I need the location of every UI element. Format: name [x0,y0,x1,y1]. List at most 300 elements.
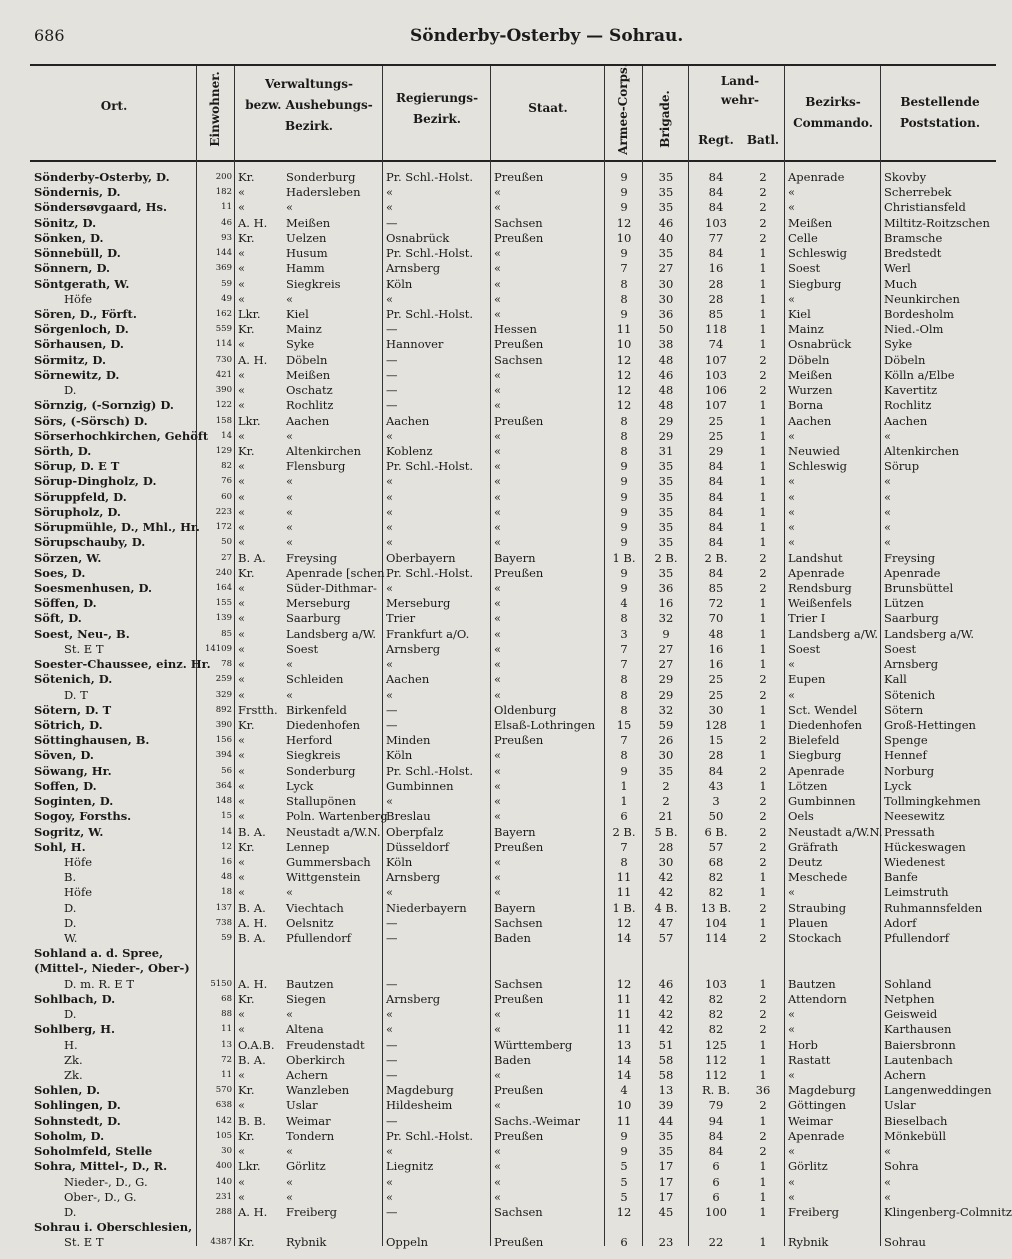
army-corps-cell: 9 [620,763,628,778]
place-name-cell: (Mittel-, Nieder-, Ober-) [34,961,190,976]
state-cell: « [494,1159,502,1174]
district-command-cell: Horb [788,1037,818,1052]
district-cell: Döbeln [286,352,328,367]
district-cell: « [286,535,294,550]
brigade-cell: 29 [658,687,674,702]
army-corps-cell: 8 [620,611,628,626]
place-name-cell: Söndernis, D. [34,185,121,200]
table-row [0,977,1000,992]
place-name-cell: Zk. [64,1068,83,1082]
state-cell: « [494,504,502,519]
brigade-cell: 4 B. [654,900,678,915]
post-station-cell: Uslar [884,1098,916,1113]
army-corps-cell: 1 B. [612,550,636,565]
district-cell: Oelsnitz [286,915,334,930]
regiment-cell: 84 [708,246,724,261]
government-district-cell: Frankfurt a/O. [386,626,470,641]
district-command-cell: Oels [788,809,814,824]
state-cell: « [494,1007,502,1022]
district-command-cell: Weimar [788,1113,833,1128]
district-command-cell: Diedenhofen [788,717,863,732]
col-header-regt: Regt. [698,133,734,147]
regiment-cell: 3 [712,794,720,808]
place-name-cell: Sörs, (-Sörsch) D. [34,413,148,428]
col-header-ort: Ort. [100,99,128,113]
population-cell: 394 [215,750,232,761]
district-cell: « [286,1174,294,1189]
regiment-cell: 84 [708,1144,724,1159]
place-name-cell: Nieder-, D., G. [64,1174,148,1189]
district-command-cell: Trier I [788,611,826,626]
population-cell: 142 [215,1115,232,1126]
post-station-cell: Rochlitz [884,398,932,413]
place-name-cell: Sörserhochkirchen, Gehöft [34,428,209,443]
brigade-cell: 16 [658,596,674,611]
population-cell: 570 [215,1085,232,1096]
battalion-cell: 1 [759,504,767,519]
army-corps-cell: 9 [620,580,628,595]
table-row [0,596,1000,611]
battalion-cell: 1 [759,976,767,991]
district-cell: Schleiden [286,672,344,687]
place-name-cell: Söttinghausen, B. [34,733,150,748]
population-cell: 390 [215,385,232,396]
place-name-cell: D. [64,900,77,915]
government-district-cell: — [386,1037,398,1052]
district-type-cell: Kr. [238,170,255,184]
army-corps-cell: 1 [620,794,628,808]
table-row [0,809,1000,824]
table-row [0,1114,1000,1129]
post-station-cell: Aachen [884,413,928,428]
regiment-cell: 16 [708,657,724,671]
state-cell: « [494,672,502,687]
army-corps-cell: 7 [620,261,628,276]
population-cell: 390 [215,719,232,730]
population-cell: 60 [221,491,232,502]
army-corps-cell: 12 [616,1205,632,1219]
district-command-cell: « [788,504,796,519]
army-corps-cell: 4 [620,1083,628,1098]
district-command-cell: Bautzen [788,976,836,991]
place-name-cell: Sönderby-Osterby, D. [34,170,170,184]
place-name-cell: Sörnewitz, D. [34,367,120,382]
district-type-cell: « [238,1174,246,1189]
government-district-cell: « [386,657,394,671]
page-number: 686 [34,26,65,45]
population-cell: 11 [221,1070,232,1080]
district-command-cell: Soest [788,261,821,276]
state-cell: Preußen [494,733,544,748]
regiment-cell: 82 [708,1007,724,1022]
government-district-cell: — [386,931,398,945]
district-type-cell: Kr. [238,1128,255,1143]
state-cell: Sachsen [494,976,543,991]
table-row [0,1098,1000,1113]
place-name-cell: D. [64,1007,77,1022]
army-corps-cell: 5 [620,1189,628,1204]
table-row [0,246,1000,261]
table-row [0,794,1000,809]
district-type-cell: « [238,428,246,443]
population-cell: 5150 [210,978,232,989]
district-type-cell: « [238,687,246,702]
table-row [0,216,1000,231]
district-command-cell: Apenrade [788,1128,845,1143]
col-header-brigade: Brigade. [658,90,672,148]
government-district-cell: « [386,1189,394,1204]
brigade-cell: 42 [658,1007,674,1022]
place-name-cell: D. m. R. E T [64,976,135,991]
regiment-cell: 84 [708,1128,724,1143]
state-cell: « [494,1068,502,1082]
table-row [0,1068,1000,1083]
district-command-cell: Neuwied [788,444,840,458]
district-cell: Flensburg [286,459,346,474]
army-corps-cell: 15 [616,717,632,732]
population-cell: 158 [215,415,232,426]
army-corps-cell: 2 B. [612,824,636,839]
district-type-cell: Frstth. [238,702,278,717]
brigade-cell: 21 [658,809,674,824]
regiment-cell: 85 [708,580,724,595]
district-command-cell: « [788,428,796,443]
population-cell: 139 [215,613,232,624]
brigade-cell: 30 [658,854,674,869]
battalion-cell: 1 [759,291,767,306]
army-corps-cell: 10 [616,230,632,245]
regiment-cell: 103 [705,215,727,230]
battalion-cell: 1 [759,474,767,489]
place-name-cell: Soesmenhusen, D. [34,580,153,595]
brigade-cell: 35 [658,489,674,504]
regiment-cell: 28 [708,748,724,763]
post-station-cell: Arnsberg [884,657,939,671]
top-rule [30,64,996,66]
state-cell: Elsaß-Lothringen [494,717,596,732]
army-corps-cell: 9 [620,200,628,215]
table-row [0,505,1000,520]
brigade-cell: 5 B. [654,824,678,839]
place-name-cell: Sörhausen, D. [34,337,124,352]
table-row [0,566,1000,581]
regiment-cell: 16 [708,641,724,656]
district-type-cell: « [238,1068,246,1082]
population-cell: 155 [215,598,232,609]
table-row [0,946,1000,961]
government-district-cell: Arnsberg [386,261,441,276]
government-district-cell: Oberpfalz [386,824,444,839]
place-name-cell: Sötrich, D. [34,717,103,732]
brigade-cell: 35 [658,459,674,474]
state-cell: Preußen [494,230,544,245]
district-cell: Kiel [286,307,309,321]
post-station-cell: Langenweddingen [884,1083,992,1098]
regiment-cell: 84 [708,535,724,550]
brigade-cell: 36 [658,580,674,595]
brigade-cell: 32 [658,702,674,717]
state-cell: « [494,520,502,535]
brigade-cell: 47 [658,915,674,930]
district-command-cell: « [788,1174,796,1189]
state-cell: « [494,444,502,458]
population-cell: 4387 [210,1237,232,1248]
regiment-cell: 103 [705,976,727,991]
district-cell: Tondern [286,1128,335,1143]
place-name-cell: Höfe [64,885,93,900]
army-corps-cell: 11 [616,1022,632,1037]
post-station-cell: Nied.-Olm [884,322,944,337]
district-cell: Altena [286,1022,324,1037]
brigade-cell: 59 [658,717,674,732]
table-row [0,1129,1000,1144]
district-type-cell: « [238,1144,246,1159]
army-corps-cell: 12 [616,367,632,382]
state-cell: « [494,794,502,808]
regiment-cell: 74 [708,337,724,352]
district-type-cell: Kr. [238,322,255,337]
table-row [0,642,1000,657]
population-cell: 88 [221,1009,232,1020]
population-cell: 559 [215,324,232,335]
government-district-cell: « [386,428,394,443]
state-cell: « [494,580,502,595]
district-type-cell: Kr. [238,991,255,1006]
table-row [0,1175,1000,1190]
regiment-cell: 72 [708,596,724,611]
army-corps-cell: 8 [620,672,628,687]
army-corps-cell: 14 [616,1068,632,1082]
government-district-cell: Niederbayern [386,900,467,915]
table-row [0,261,1000,276]
regiment-cell: 2 B. [704,550,728,565]
battalion-cell: 2 [759,839,767,854]
district-command-cell: Siegburg [788,276,842,291]
regiment-cell: 6 [712,1159,720,1174]
brigade-cell: 48 [658,352,674,367]
district-command-cell: Gräfrath [788,839,839,854]
district-cell: Altenkirchen [286,444,362,458]
district-cell: Siegkreis [286,748,341,763]
district-command-cell: Meißen [788,367,833,382]
army-corps-cell: 9 [620,520,628,535]
place-name-cell: Soester-Chaussee, einz. Hr. [34,657,211,671]
district-command-cell: « [788,200,796,215]
population-cell: 68 [221,993,232,1004]
population-cell: 49 [221,293,232,304]
district-cell: Süder-Dithmar- [286,580,377,595]
district-cell: « [286,520,294,535]
battalion-cell: 1 [759,520,767,535]
brigade-cell: 23 [658,1235,674,1250]
district-command-cell: « [788,474,796,489]
district-cell: Sonderburg [286,763,356,778]
government-district-cell: « [386,535,394,550]
government-district-cell: Köln [386,276,413,291]
table-row [0,611,1000,626]
army-corps-cell: 12 [616,352,632,367]
district-type-cell: « [238,672,246,687]
army-corps-cell: 7 [620,641,628,656]
district-command-cell: Straubing [788,900,847,915]
post-station-cell: Geisweid [884,1007,938,1022]
district-type-cell: « [238,398,246,413]
district-type-cell: Kr. [238,1083,255,1098]
district-type-cell: « [238,337,246,352]
district-command-cell: « [788,1144,796,1159]
district-command-cell: Lötzen [788,778,828,793]
district-cell: Sonderburg [286,170,356,184]
state-cell: « [494,291,502,306]
place-name-cell: D. T [64,687,88,702]
table-row [0,748,1000,763]
state-cell: « [494,535,502,550]
post-station-cell: Landsberg a/W. [884,626,975,641]
regiment-cell: 77 [708,230,724,245]
col-header-armee: Armee-Corps. [616,63,630,155]
district-cell: « [286,657,294,671]
state-cell: « [494,870,502,885]
place-name-cell: Söft, D. [34,611,82,626]
post-station-cell: Klingenberg-Colmnitz [884,1205,1012,1219]
district-command-cell: Stockach [788,931,842,945]
brigade-cell: 58 [658,1052,674,1067]
district-cell: Siegkreis [286,276,341,291]
table-row [0,764,1000,779]
army-corps-cell: 8 [620,413,628,428]
brigade-cell: 39 [658,1098,674,1113]
regiment-cell: 29 [708,444,724,458]
population-cell: 18 [221,887,232,898]
battalion-cell: 1 [759,778,767,793]
army-corps-cell: 5 [620,1159,628,1174]
brigade-cell: 26 [658,733,674,748]
place-name-cell: Sohlingen, D. [34,1098,121,1113]
col-header-post: Bestellende Poststation. [899,95,981,130]
district-cell: « [286,1007,294,1022]
place-name-cell: Sohra, Mittel-, D., R. [34,1159,168,1174]
government-district-cell: Aachen [386,413,430,428]
population-cell: 11 [221,202,232,213]
army-corps-cell: 10 [616,1098,632,1113]
army-corps-cell: 11 [616,885,632,900]
district-cell: Achern [286,1068,328,1082]
district-command-cell: Görlitz [788,1159,828,1174]
table-row [0,398,1000,413]
table-row [0,414,1000,429]
district-cell: « [286,504,294,519]
population-cell: 364 [215,780,232,791]
regiment-cell: 100 [705,1205,727,1219]
place-name-cell: Sönken, D. [34,230,104,245]
regiment-cell: 48 [708,626,724,641]
table-row [0,1159,1000,1174]
battalion-cell: 1 [759,398,767,413]
table-row [0,459,1000,474]
post-station-cell: Brunsbüttel [884,580,954,595]
district-cell: Uslar [286,1098,318,1113]
post-station-cell: Lyck [884,778,912,793]
district-command-cell: Weißenfels [788,596,852,611]
place-name-cell: Söndersøvgaard, Hs. [34,200,167,215]
battalion-cell: 1 [759,428,767,443]
place-name-cell: Sötern, D. T [34,702,112,717]
place-name-cell: Sohl, H. [34,839,86,854]
table-row [0,855,1000,870]
table-row [0,200,1000,215]
place-name-cell: Sören, D., Förft. [34,307,137,321]
table-row [0,672,1000,687]
population-cell: 172 [215,522,232,533]
post-station-cell: Netphen [884,991,935,1006]
regiment-cell: R. B. [701,1083,731,1098]
brigade-cell: 35 [658,246,674,261]
battalion-cell: 2 [759,1007,767,1022]
district-type-cell: « [238,733,246,748]
army-corps-cell: 12 [616,398,632,413]
brigade-cell: 31 [658,444,674,458]
regiment-cell: 25 [708,672,724,687]
government-district-cell: — [386,1113,398,1128]
population-cell: 182 [215,187,232,198]
district-command-cell: Landsberg a/W. [788,626,879,641]
army-corps-cell: 8 [620,854,628,869]
table-row [0,1220,1000,1235]
district-cell: Syke [286,337,315,352]
state-cell: Bayern [494,550,536,565]
population-cell: 85 [221,628,232,639]
district-type-cell: « [238,626,246,641]
district-command-cell: Schleswig [788,459,847,474]
district-cell: « [286,200,294,215]
brigade-cell: 46 [658,367,674,382]
district-command-cell: Apenrade [788,170,845,184]
army-corps-cell: 11 [616,870,632,885]
army-corps-cell: 9 [620,170,628,184]
district-type-cell: B. B. [238,1113,266,1128]
battalion-cell: 2 [759,794,767,808]
battalion-cell: 2 [759,550,767,565]
post-station-cell: Apenrade [884,565,941,580]
regiment-cell: 114 [705,931,727,945]
post-station-cell: Skovby [884,170,927,184]
district-cell: Husum [286,246,328,261]
district-type-cell: B. A. [238,900,266,915]
government-district-cell: Pr. Schl.-Holst. [386,565,474,580]
brigade-cell: 27 [658,641,674,656]
place-name-cell: Söwang, Hr. [34,763,112,778]
district-cell: Merseburg [286,596,351,611]
battalion-cell: 2 [759,1098,767,1113]
table-row [0,170,1000,185]
battalion-cell: 1 [759,1174,767,1189]
table-row [0,429,1000,444]
regiment-cell: 16 [708,261,724,276]
population-cell: 223 [215,506,232,517]
army-corps-cell: 8 [620,291,628,306]
regiment-cell: 82 [708,885,724,900]
post-station-cell: Werl [884,261,911,276]
regiment-cell: 22 [708,1235,724,1250]
regiment-cell: 84 [708,459,724,474]
post-station-cell: Bredstedt [884,246,942,261]
district-command-cell: Mainz [788,322,824,337]
population-cell: 164 [215,582,232,593]
table-row [0,185,1000,200]
brigade-cell: 27 [658,261,674,276]
state-cell: « [494,428,502,443]
district-type-cell: « [238,535,246,550]
